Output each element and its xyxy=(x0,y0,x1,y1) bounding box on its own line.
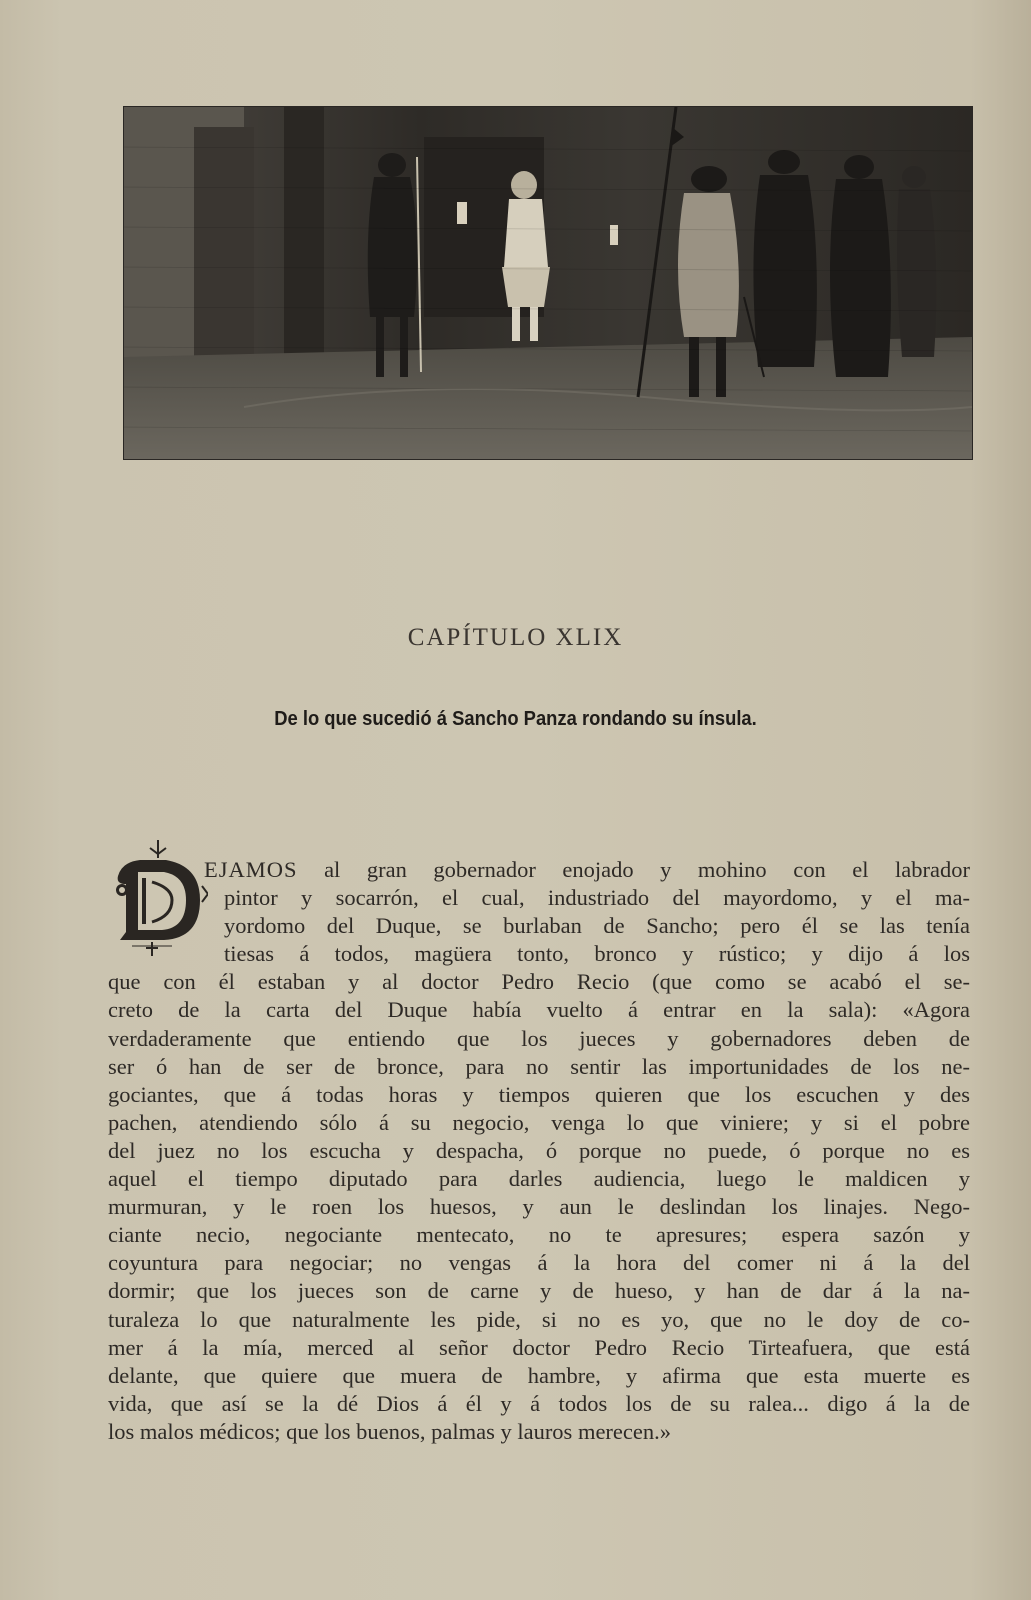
text-line: del juez no los escucha y despacha, ó porque no puede, ó porque no es xyxy=(108,1137,970,1163)
chapter-title: CAPÍTULO XLIX xyxy=(407,624,624,651)
text-line: murmuran, y le roen los huesos, y aun le deslindan los linajes. Nego- xyxy=(108,1194,970,1220)
text-line: aquel el tiempo diputado para darles audiencia, luego le maldicen y xyxy=(108,1166,970,1192)
first-word-small-caps: EJAMOS xyxy=(204,857,298,882)
text-line: que con él estaban y al doctor Pedro Recio (que como se acabó el se- xyxy=(108,969,970,995)
text-line: mer á la mía, merced al señor doctor Pedro Recio Tirteafuera, que está xyxy=(108,1334,970,1360)
chapter-illustration xyxy=(123,106,973,460)
text-line: creto de la carta del Duque había vuelto á entrar en la sala): «Agora xyxy=(108,997,970,1023)
text-line: gociantes, que á todas horas y tiempos quieren que los escuchen y des xyxy=(108,1081,970,1107)
text-line: pintor y socarrón, el cual, industriado del mayordomo, y el ma- xyxy=(224,885,970,911)
chapter-body-text xyxy=(108,856,970,1446)
text-line: yordomo del Duque, se burlaban de Sancho; pero él se las tenía xyxy=(224,913,970,939)
text-line: vida, que así se la dé Dios á él y á todos los de su ralea... digo á la de xyxy=(108,1390,970,1416)
text-line: verdaderamente que entiendo que los jueces y gobernadores deben de xyxy=(108,1025,970,1051)
text-line: turaleza lo que naturalmente les pide, si no es yo, que no le doy de co- xyxy=(108,1306,970,1332)
text-line: EJAMOS al gran gobernador enojado y mohino con el labrador xyxy=(204,857,970,882)
text-line: coyuntura para negociar; no vengas á la hora del comer ni á la del xyxy=(108,1250,970,1276)
text-line: los malos médicos; que los buenos, palmas y lauros merecen.» xyxy=(108,1418,672,1444)
engraving-image xyxy=(124,107,972,459)
text-line: tiesas á todos, magüera tonto, bronco y rústico; y dijo á los xyxy=(224,941,970,967)
text-line: delante, que quiere que muera de hambre, y afirma que esta muerte es xyxy=(108,1362,970,1388)
text-line: ciante necio, negociante mentecato, no te apresures; espera sazón y xyxy=(108,1222,970,1248)
text-line: ser ó han de ser de bronce, para no sentir las importunidades de los ne- xyxy=(108,1053,970,1079)
text-line: dormir; que los jueces son de carne y de hueso, y han de dar á la na- xyxy=(108,1278,970,1304)
chapter-subtitle: De lo que sucedió á Sancho Panza rondando su ínsula. xyxy=(274,708,757,730)
text-line: pachen, atendiendo sólo á su negocio, venga lo que viniere; y si el pobre xyxy=(108,1109,970,1135)
